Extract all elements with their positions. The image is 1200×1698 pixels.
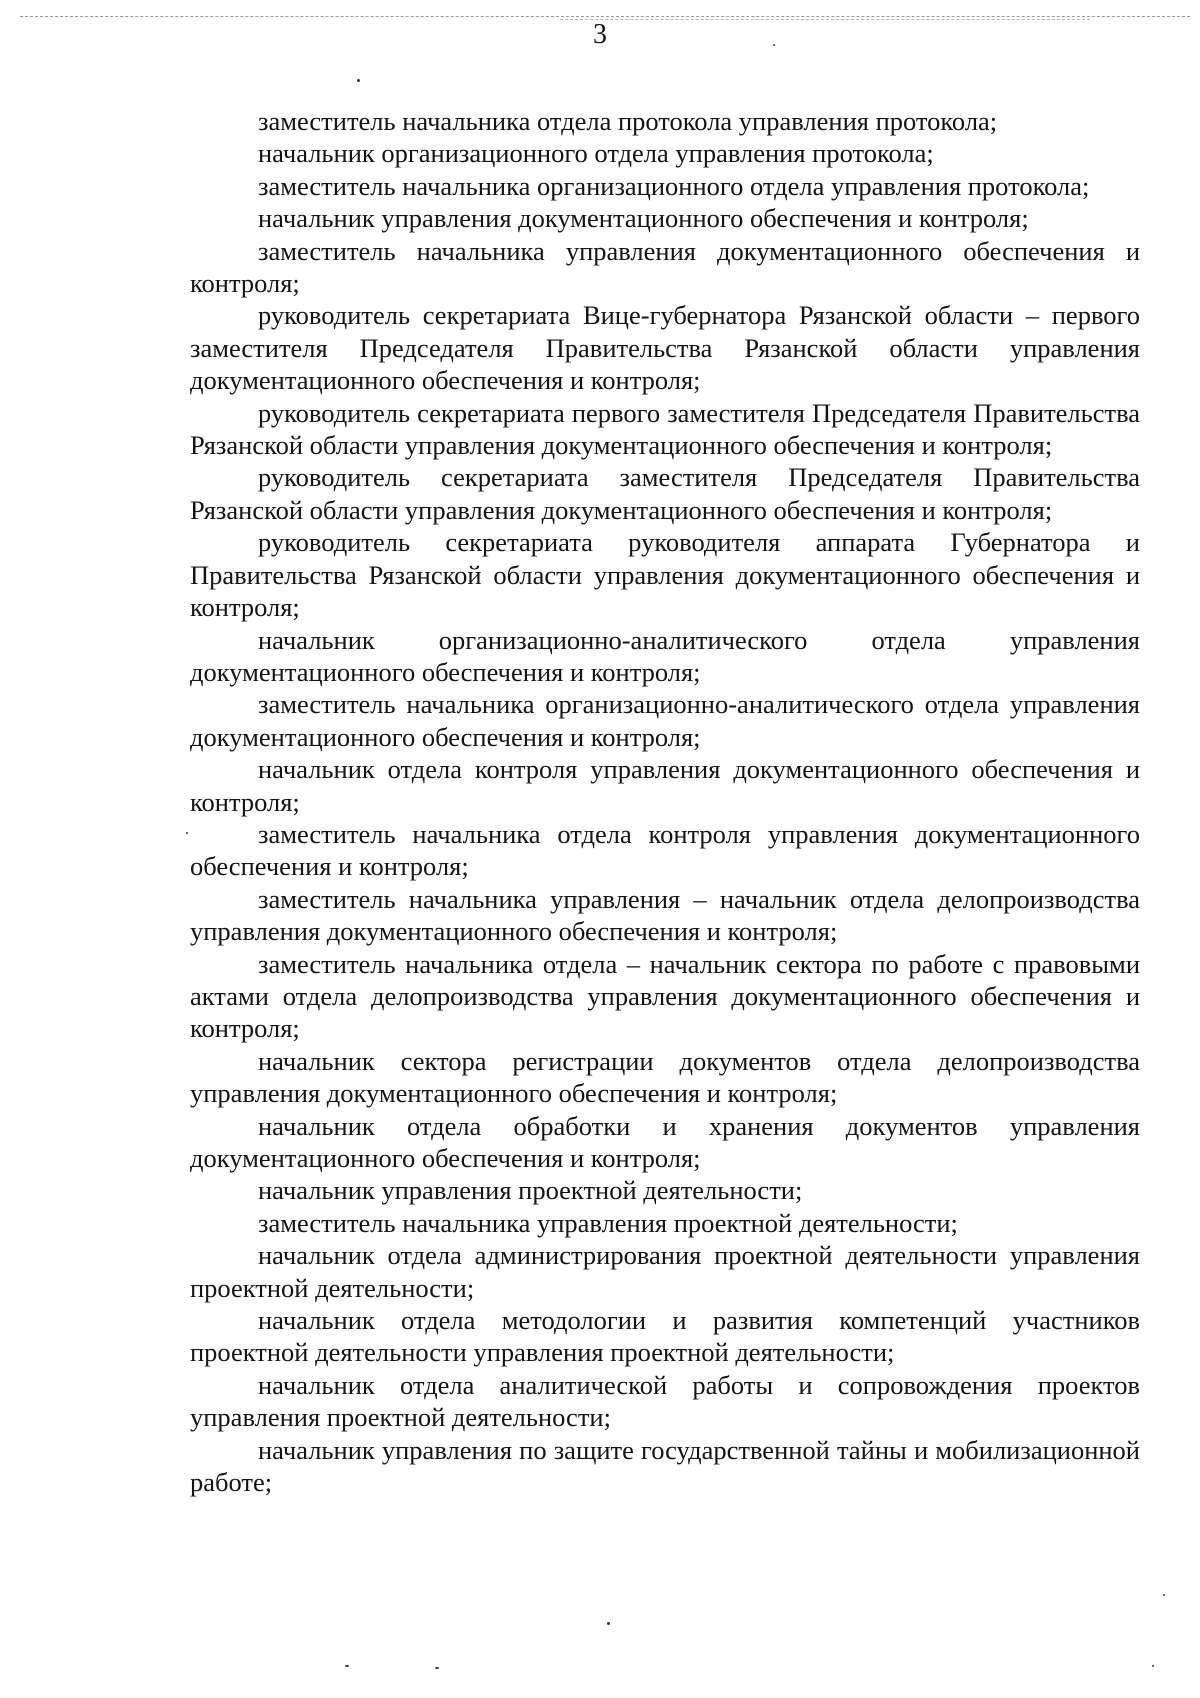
document-body — [190, 105, 1140, 1498]
position-paragraph: заместитель начальника управления проектной деятельности; — [258, 1207, 958, 1238]
scan-speck — [357, 79, 360, 82]
scan-speck — [773, 44, 775, 46]
position-paragraph: начальник организационного отдела управления протокола; — [258, 138, 934, 169]
scan-speck — [1163, 1594, 1165, 1596]
position-paragraph: начальник отдела администрирования проектной деятельности управления проектной деятельности; — [190, 1240, 1140, 1303]
position-paragraph: заместитель начальника организационного отдела управления протокола; — [258, 170, 1090, 201]
position-paragraph: начальник сектора регистрации документов отдела делопроизводства управления документационного обеспечения и контроля; — [190, 1045, 1140, 1109]
position-paragraph: начальник управления документационного обеспечения и контроля; — [258, 203, 1029, 234]
position-paragraph: начальник отдела методологии и развития компетенций участников проектной деятельности управления проектной деятельности; — [190, 1305, 1140, 1368]
scan-speck — [1152, 1665, 1154, 1667]
position-paragraph: начальник отдела аналитической работы и сопровождения проектов управления проектной деятельности; — [190, 1369, 1140, 1433]
position-paragraph: заместитель начальника отдела – начальник сектора по работе с правовыми актами отдела делопроизводства управления документационного обеспечения и контроля; — [190, 948, 1140, 1044]
position-paragraph: заместитель начальника организационно-аналитического отдела управления документационного обеспечения и контроля; — [190, 689, 1140, 752]
scan-artifact-line — [20, 16, 1190, 17]
scan-speck — [607, 1622, 610, 1625]
page-number: 3 — [593, 19, 607, 50]
position-paragraph: заместитель начальника управления – начальник отдела делопроизводства управления документационного обеспечения и контроля; — [190, 883, 1140, 947]
scan-speck — [435, 1667, 439, 1669]
position-paragraph: заместитель начальника управления документационного обеспечения и контроля; — [190, 235, 1140, 299]
position-paragraph: начальник отдела обработки и хранения документов управления документационного обеспечения и контроля; — [190, 1110, 1140, 1173]
position-paragraph: начальник управления по защите государственной тайны и мобилизационной работе; — [190, 1434, 1140, 1498]
scan-speck — [186, 832, 188, 834]
position-paragraph: начальник управления проектной деятельности; — [258, 1175, 803, 1206]
position-paragraph: начальник организационно-аналитического отдела управления документационного обеспечения и контроля; — [190, 624, 1140, 687]
position-paragraph: заместитель начальника отдела контроля управления документационного обеспечения и контроля; — [190, 818, 1140, 882]
position-paragraph: заместитель начальника отдела протокола управления протокола; — [258, 106, 998, 136]
position-paragraph: руководитель секретариата первого заместителя Председателя Правительства Рязанской области управления документационного обеспечения и контроля; — [190, 397, 1140, 461]
scan-speck — [345, 1665, 349, 1667]
position-paragraph: руководитель секретариата Вице-губернатора Рязанской области – первого заместителя Председателя Правительства Рязанской области управления документационного обеспечения и контроля; — [190, 300, 1140, 396]
position-paragraph: руководитель секретариата руководителя аппарата Губернатора и Правительства Рязанской области управления документационного обеспечения и контроля; — [190, 527, 1140, 623]
position-paragraph: руководитель секретариата заместителя Председателя Правительства Рязанской области управления документационного обеспечения и контроля; — [190, 462, 1140, 525]
position-paragraph: начальник отдела контроля управления документационного обеспечения и контроля; — [190, 754, 1140, 817]
